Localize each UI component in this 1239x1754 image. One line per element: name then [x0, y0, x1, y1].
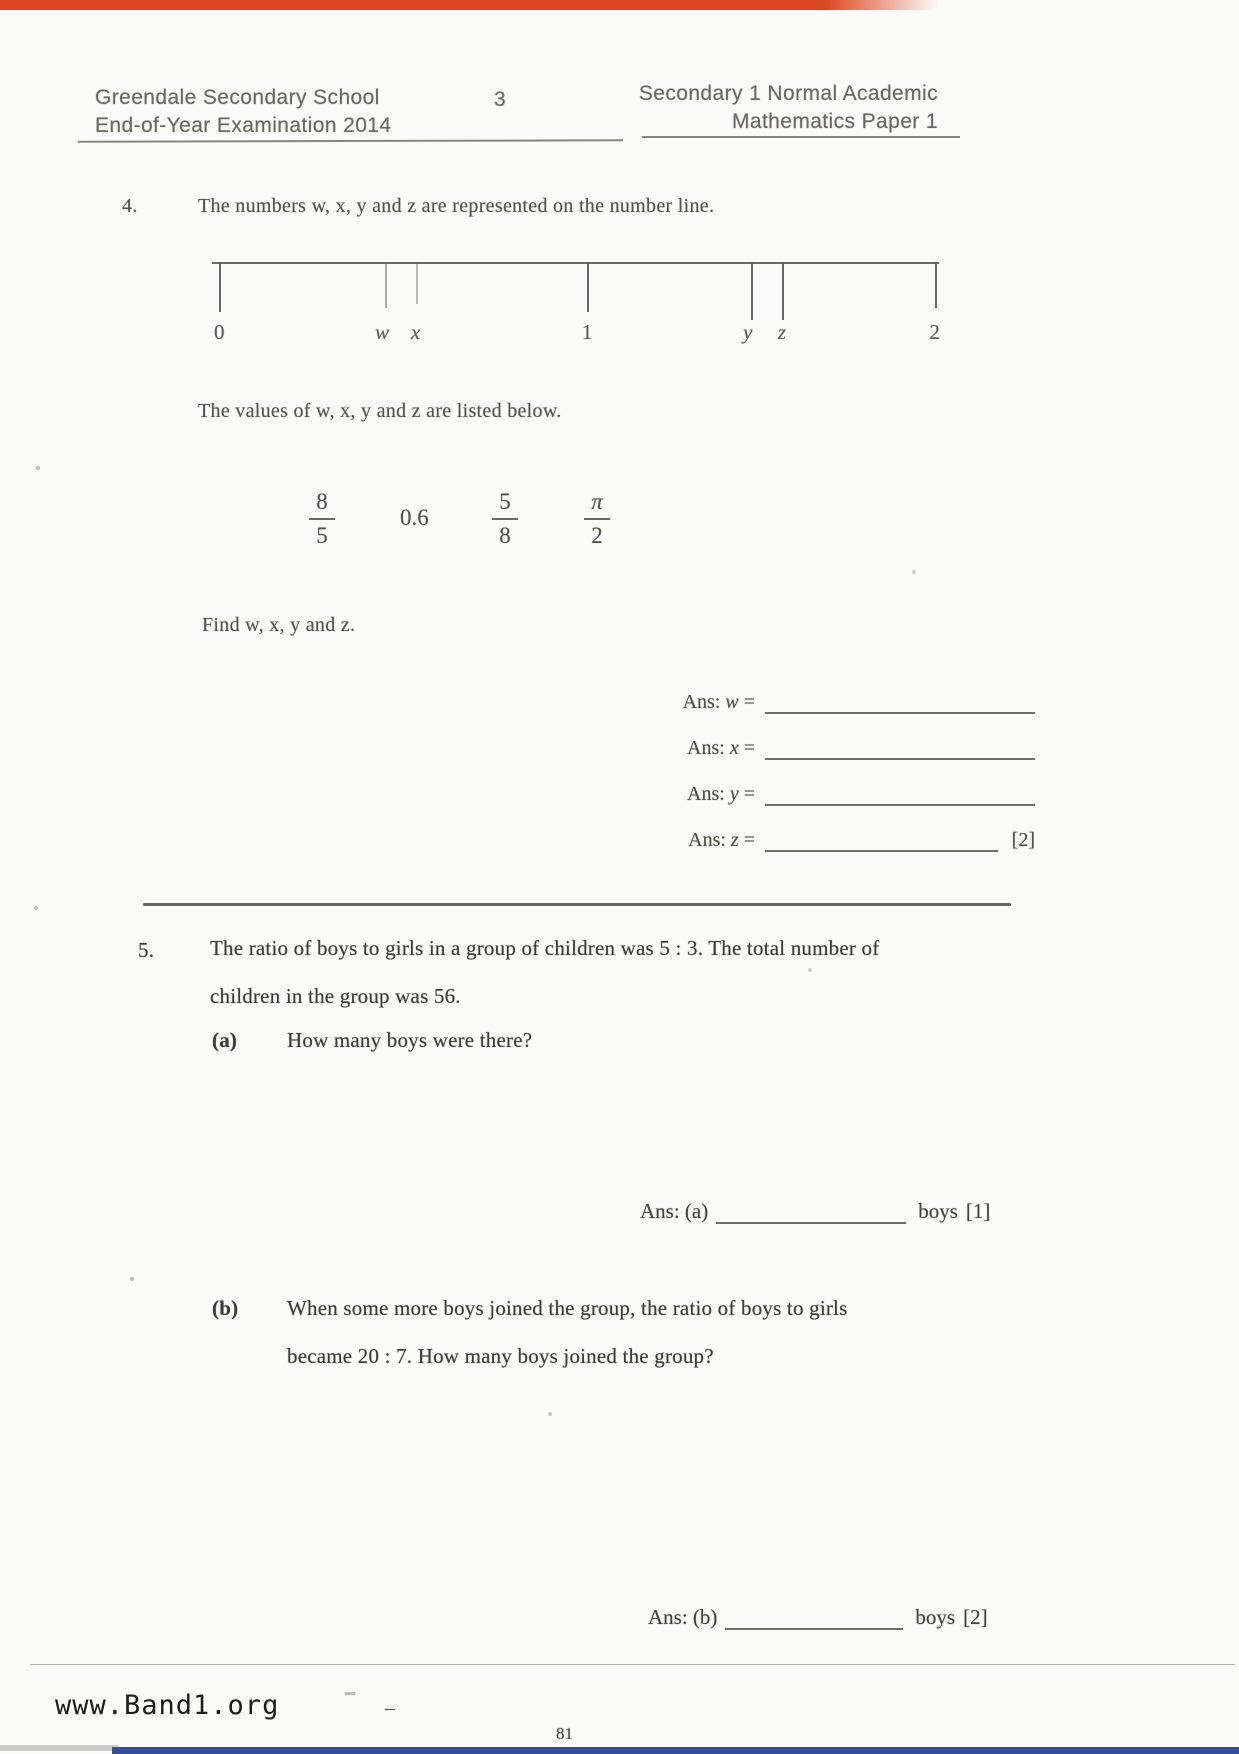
- answer-unit-part-a: boys: [918, 1199, 958, 1223]
- tick-label-x: x: [410, 320, 421, 344]
- question-5-number: 5.: [138, 938, 155, 962]
- scan-noise-dot: [36, 466, 40, 470]
- answer-blank-line-w: [765, 686, 1035, 714]
- tick-2: [935, 262, 937, 308]
- scan-top-red-bar: [0, 0, 938, 10]
- tick-w: [385, 262, 387, 308]
- part-b-question-line1: When some more boys joined the group, the ratio of boys to girls: [287, 1296, 848, 1320]
- answer-mark-q4: [2]: [1011, 829, 1035, 851]
- tick-label-y: y: [743, 320, 753, 344]
- header-underline-left: [78, 139, 623, 142]
- question-5-intro-line1: The ratio of boys to girls in a group of children was 5 : 3. The total number of: [210, 936, 880, 960]
- answer-label-part-b: Ans: (b): [648, 1605, 718, 1629]
- scan-bottom-blue-bar: [112, 1747, 1239, 1754]
- answer-label-part-a: Ans: (a): [640, 1199, 709, 1223]
- answer-blank-line-y: [765, 778, 1035, 806]
- part-a-label: (a): [212, 1028, 238, 1052]
- answer-row-y: [545, 778, 1035, 806]
- header-underline-right: [642, 136, 960, 138]
- answer-label-w: Ans: w =: [682, 691, 755, 713]
- header-school: Greendale Secondary School: [95, 86, 380, 109]
- tick-0: [219, 262, 221, 312]
- header-course: Secondary 1 Normal Academic: [638, 82, 938, 105]
- tick-label-1: 1: [581, 320, 593, 344]
- scan-noise-dot: [130, 1277, 134, 1281]
- footer-page-number: 81: [556, 1724, 573, 1743]
- header-exam-title: End-of-Year Examination 2014: [95, 114, 392, 137]
- answer-label-x: Ans: x =: [687, 737, 755, 759]
- header-paper: Mathematics Paper 1: [731, 110, 938, 133]
- answer-blank-line-x: [765, 732, 1035, 760]
- footer-website: www.Band1.org: [55, 1690, 280, 1721]
- values-intro: The values of w, x, y and z are listed below.: [198, 400, 562, 422]
- tick-x: [416, 262, 418, 304]
- tick-label-0: 0: [214, 320, 225, 344]
- scan-noise-dot: [345, 1692, 355, 1695]
- answer-row-x: [545, 732, 1035, 760]
- answer-row-w: [545, 686, 1035, 714]
- answer-blank-line-part-b: [725, 1602, 903, 1630]
- answer-label-y: Ans: y =: [687, 783, 755, 805]
- value-fraction-5-8: 5 8: [483, 488, 527, 550]
- number-line-axis: [212, 262, 939, 264]
- value-fraction-8-5: 8 5: [300, 488, 344, 550]
- answer-label-z: Ans: z =: [688, 829, 755, 851]
- scan-noise-dot: [808, 968, 812, 972]
- part-a-question: How many boys were there?: [287, 1028, 533, 1052]
- answer-row-part-a: [640, 1196, 990, 1224]
- header-page-number: 3: [494, 88, 507, 111]
- tick-y: [751, 262, 753, 320]
- answer-mark-part-b: [2]: [963, 1605, 988, 1629]
- tick-label-w: w: [375, 320, 390, 344]
- value-fraction-pi-2: π 2: [575, 488, 619, 550]
- tick-label-2: 2: [929, 320, 940, 344]
- answer-mark-part-a: [1]: [965, 1199, 991, 1223]
- question-4-number: 4.: [122, 195, 138, 217]
- question-4-prompt: The numbers w, x, y and z are represented on the number line.: [198, 195, 715, 217]
- value-decimal: 0.6: [400, 505, 429, 530]
- footer-dash: –: [385, 1697, 395, 1719]
- tick-label-z: z: [777, 320, 787, 344]
- footer-rule: [30, 1664, 1235, 1665]
- part-b-question-line2: became 20 : 7. How many boys joined the group?: [287, 1344, 714, 1368]
- question-4-find: Find w, x, y and z.: [202, 614, 356, 636]
- tick-1: [587, 262, 589, 312]
- answer-row-z: [545, 824, 1035, 852]
- scan-noise-dot: [548, 1412, 552, 1416]
- answer-row-part-b: [648, 1602, 988, 1630]
- tick-z: [782, 262, 784, 320]
- scan-bottom-gray-bar: [0, 1745, 118, 1751]
- part-b-label: (b): [212, 1296, 239, 1320]
- scan-noise-dot: [34, 906, 38, 910]
- answer-blank-line-z: [765, 824, 998, 852]
- answer-unit-part-b: boys: [915, 1605, 956, 1629]
- number-line-figure: [212, 254, 939, 364]
- scan-noise-dot: [912, 570, 916, 574]
- question-5-intro-line2: children in the group was 56.: [210, 984, 461, 1008]
- question-separator-line: [143, 903, 1011, 906]
- answer-blank-line-part-a: [716, 1196, 906, 1224]
